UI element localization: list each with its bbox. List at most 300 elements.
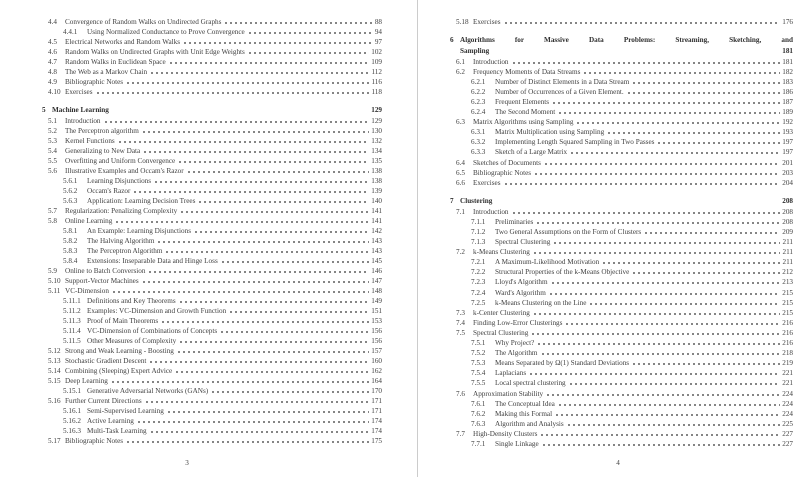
toc-entry xyxy=(450,247,793,257)
entry-number: 6.2.3 xyxy=(471,97,486,106)
toc-entry xyxy=(450,368,793,378)
dot-leader xyxy=(105,121,370,123)
entry-number: 6.5 xyxy=(456,168,465,177)
dot-leader xyxy=(249,52,369,54)
dot-leader xyxy=(633,82,780,84)
entry-number: 7.7 xyxy=(456,429,465,438)
entry-title: Two General Assumptions on the Form of Clusters xyxy=(495,228,642,236)
dot-leader xyxy=(178,351,369,353)
dot-leader xyxy=(633,363,780,365)
entry-title: k-Means Clustering on the Line xyxy=(495,298,587,307)
entry-number: 7.5.5 xyxy=(471,379,486,388)
dot-leader xyxy=(199,201,369,203)
entry-number: 7.6 xyxy=(456,389,465,398)
entry-title: Ward's Algorithm xyxy=(495,288,546,297)
toc-entry xyxy=(450,308,793,318)
dot-leader xyxy=(608,132,780,134)
toc-entry xyxy=(450,409,793,419)
entry-page: 109 xyxy=(371,57,382,66)
dot-leader xyxy=(530,373,780,375)
entry-title: Further Current Directions xyxy=(65,396,142,405)
entry-title: Random Walks in Euclidean Space xyxy=(65,57,166,66)
entry-title: Semi-Supervised Learning xyxy=(87,406,164,415)
dot-leader xyxy=(97,92,370,94)
entry-page: 224 xyxy=(782,389,793,398)
entry-page: 94 xyxy=(374,27,382,36)
dot-leader xyxy=(176,371,369,373)
entry-page: 208 xyxy=(782,217,793,226)
dot-leader xyxy=(505,183,781,185)
entry-title: Examples: VC-Dimension and Growth Function xyxy=(87,306,227,315)
dot-leader xyxy=(116,221,369,223)
entry-number: 7.2 xyxy=(456,248,465,257)
entry-title: The Halving Algorithm xyxy=(87,236,155,245)
entry-title: An Example: Learning Disjunctions xyxy=(87,226,191,235)
dot-leader xyxy=(552,282,781,284)
entry-number: 5.15.1 xyxy=(63,386,81,395)
entry-title: Sketches of Documents xyxy=(473,158,541,167)
toc-entry xyxy=(450,328,793,338)
toc-list-left xyxy=(42,17,382,446)
entry-number: 5.6 xyxy=(48,166,57,175)
entry-page: 215 xyxy=(782,298,793,307)
toc-entry xyxy=(42,336,382,346)
toc-entry xyxy=(450,419,793,429)
dot-leader xyxy=(556,414,780,416)
toc-entry xyxy=(42,57,382,67)
entry-number: 7.6.1 xyxy=(471,399,486,408)
entry-title: Overfitting and Uniform Convergence xyxy=(65,156,176,165)
toc-entry xyxy=(450,267,793,277)
entry-page: 118 xyxy=(371,87,382,96)
entry-title: Random Walks on Undirected Graphs with Unit Edge Weights xyxy=(65,47,245,56)
entry-title: Extensions: Inseparable Data and Hinge Loss xyxy=(87,256,218,265)
entry-number: 7.1.3 xyxy=(471,238,486,247)
dot-leader xyxy=(658,142,780,144)
entry-title: Making this Formal xyxy=(495,409,553,418)
entry-number: 5.17 xyxy=(48,436,61,445)
entry-number: 5.16.3 xyxy=(63,426,81,435)
entry-title: Frequency Moments of Data Streams xyxy=(473,67,581,76)
entry-number: 4.10 xyxy=(48,87,61,96)
dot-leader xyxy=(149,271,369,273)
entry-number: 7.3 xyxy=(456,308,465,317)
entry-page: 156 xyxy=(371,336,382,345)
entry-number: 5.7 xyxy=(48,206,57,215)
toc-entry xyxy=(450,288,793,298)
entry-number: 6.2.1 xyxy=(471,77,486,86)
entry-title: Why Project? xyxy=(495,339,535,348)
toc-entry xyxy=(450,237,793,247)
entry-page: 197 xyxy=(782,138,793,147)
toc-entry xyxy=(42,366,382,376)
dot-leader xyxy=(559,112,780,114)
dot-leader xyxy=(577,122,780,124)
entry-number: 5.11.1 xyxy=(63,296,81,305)
toc-page-right xyxy=(450,0,793,477)
dot-leader xyxy=(168,411,369,413)
dot-leader xyxy=(134,191,369,193)
entry-title: k-Means Clustering xyxy=(473,248,530,257)
entry-title: Active Learning xyxy=(87,416,134,425)
entry-page: 112 xyxy=(371,67,382,76)
entry-page: 146 xyxy=(371,266,382,275)
entry-number: 5.6.3 xyxy=(63,196,78,205)
entry-number: 5.11.5 xyxy=(63,336,81,345)
dot-leader xyxy=(143,131,369,133)
entry-page: 174 xyxy=(371,416,382,425)
entry-number: 6.4 xyxy=(456,158,465,167)
dot-leader xyxy=(112,381,369,383)
entry-number: 7.5.2 xyxy=(471,349,486,358)
toc-entry xyxy=(42,27,382,37)
entry-page: 174 xyxy=(371,426,382,435)
toc-entry xyxy=(450,147,793,157)
entry-number: 5.10 xyxy=(48,276,61,285)
entry-title: Algorithm and Analysis xyxy=(495,419,564,428)
dot-leader xyxy=(603,262,780,264)
dot-leader xyxy=(645,232,780,234)
entry-number: 4.4.1 xyxy=(63,27,78,36)
entry-number: 7.5.1 xyxy=(471,339,486,348)
entry-title: Sketch of a Large Matrix xyxy=(495,148,568,157)
toc-entry xyxy=(450,57,793,67)
toc-entry xyxy=(42,47,382,57)
entry-page: 130 xyxy=(371,126,382,135)
dot-leader xyxy=(590,303,780,305)
entry-number: 7.2.5 xyxy=(471,298,486,307)
dot-leader xyxy=(535,173,780,175)
toc-entry xyxy=(42,246,382,256)
dot-leader xyxy=(181,211,369,213)
toc-entry xyxy=(42,346,382,356)
entry-number: 5.13 xyxy=(48,356,61,365)
entry-page: 141 xyxy=(371,206,382,215)
toc-entry xyxy=(450,87,793,97)
entry-title: Support-Vector Machines xyxy=(65,276,139,285)
entry-page: 216 xyxy=(782,318,793,327)
entry-number: 4.8 xyxy=(48,67,57,76)
dot-leader xyxy=(151,431,370,433)
toc-entry xyxy=(42,386,382,396)
entry-number: 7.2.2 xyxy=(471,268,486,277)
page-divider xyxy=(417,0,418,477)
toc-page-left xyxy=(42,0,382,477)
entry-page: 215 xyxy=(782,308,793,317)
entry-number: 6.3.2 xyxy=(471,138,486,147)
toc-entry xyxy=(450,107,793,117)
entry-page: 171 xyxy=(371,396,382,405)
entry-title: Local spectral clustering xyxy=(495,379,566,388)
toc-entry xyxy=(42,236,382,246)
entry-page: 134 xyxy=(371,146,382,155)
entry-page: 186 xyxy=(782,87,793,96)
toc-entry xyxy=(450,389,793,399)
entry-number: 5.4 xyxy=(48,146,57,155)
entry-page: 129 xyxy=(371,105,382,114)
entry-number: 5.8.4 xyxy=(63,256,78,265)
entry-title: Clustering xyxy=(460,196,493,205)
entry-title: Convergence of Random Walks on Undirected Graphs xyxy=(65,17,222,26)
entry-title: Illustrative Examples and Occam's Razor xyxy=(65,166,184,175)
entry-number: 5.8 xyxy=(48,216,57,225)
entry-page: 204 xyxy=(782,178,793,187)
dot-leader xyxy=(146,401,370,403)
entry-title: k-Center Clustering xyxy=(473,308,530,317)
entry-number: 5.8.1 xyxy=(63,226,78,235)
dot-leader xyxy=(170,62,370,64)
toc-entry xyxy=(450,378,793,388)
entry-number: 5.16.1 xyxy=(63,406,81,415)
entry-page: 221 xyxy=(782,379,793,388)
dot-leader xyxy=(554,242,780,244)
entry-title: Means Separated by Ω(1) Standard Deviations xyxy=(495,359,630,368)
entry-number: 6.1 xyxy=(456,57,465,66)
dot-leader xyxy=(127,82,369,84)
entry-number: 7.5.3 xyxy=(471,359,486,368)
entry-title: A Maximum-Likelihood Motivation xyxy=(495,258,600,267)
entry-number: 6 xyxy=(450,35,454,44)
toc-entry xyxy=(42,67,382,77)
entry-page: 211 xyxy=(782,238,793,247)
entry-title: Occam's Razor xyxy=(87,186,131,195)
entry-page: 192 xyxy=(782,118,793,127)
dot-leader xyxy=(543,444,781,446)
entry-number: 6.3.1 xyxy=(471,128,486,137)
entry-number: 5.8.3 xyxy=(63,246,78,255)
entry-title: Laplacians xyxy=(495,369,527,378)
dot-leader xyxy=(570,383,781,385)
toc-entry xyxy=(450,35,793,46)
entry-number: 7 xyxy=(450,196,454,205)
dot-leader xyxy=(221,331,369,333)
toc-entry xyxy=(450,97,793,107)
toc-entry xyxy=(450,227,793,237)
entry-number: 5.15 xyxy=(48,376,61,385)
entry-title: Sampling xyxy=(460,46,490,55)
entry-number: 7.5 xyxy=(456,328,465,337)
entry-title: Matrix Multiplication using Sampling xyxy=(495,128,605,137)
toc-entry xyxy=(450,137,793,147)
entry-title: Bibliographic Notes xyxy=(65,436,124,445)
entry-number: 7.2.1 xyxy=(471,258,486,267)
entry-page: 116 xyxy=(371,77,382,86)
dot-leader xyxy=(584,72,780,74)
dot-leader xyxy=(162,321,369,323)
entry-title: VC-Dimension of Combinations of Concepts xyxy=(87,326,218,335)
dot-leader xyxy=(537,222,780,224)
entry-number: 6.3 xyxy=(456,118,465,127)
entry-title: Online to Batch Conversion xyxy=(65,266,146,275)
entry-title: Exercises xyxy=(473,17,501,26)
entry-title: Using Normalized Conductance to Prove Convergence xyxy=(87,27,245,36)
entry-title: Spectral Clustering xyxy=(473,328,529,337)
entry-number: 5.12 xyxy=(48,346,61,355)
entry-number: 7.6.3 xyxy=(471,419,486,428)
dot-leader xyxy=(249,32,373,34)
toc-entry xyxy=(450,46,793,57)
dot-leader xyxy=(166,251,369,253)
entry-title: Bibliographic Notes xyxy=(473,168,532,177)
toc-entry xyxy=(450,439,793,449)
entry-number: 5.11.4 xyxy=(63,326,81,335)
dot-leader xyxy=(113,291,369,293)
entry-page: 171 xyxy=(371,406,382,415)
entry-page: 140 xyxy=(371,196,382,205)
entry-title: Multi-Task Learning xyxy=(87,426,147,435)
entry-page: 147 xyxy=(371,276,382,285)
entry-title: Stochastic Gradient Descent xyxy=(65,356,147,365)
entry-title: Kernel Functions xyxy=(65,136,115,145)
toc-entry xyxy=(450,318,793,328)
entry-page: 170 xyxy=(371,386,382,395)
entry-number: 5.8.2 xyxy=(63,236,78,245)
entry-page: 164 xyxy=(371,376,382,385)
toc-entry xyxy=(42,426,382,436)
dot-leader xyxy=(628,92,780,94)
dot-leader xyxy=(541,434,780,436)
entry-page: 162 xyxy=(371,366,382,375)
entry-number: 5.6.1 xyxy=(63,176,78,185)
dot-leader xyxy=(559,404,780,406)
entry-number: 7.2.4 xyxy=(471,288,486,297)
toc-entry xyxy=(450,277,793,287)
dot-leader xyxy=(547,394,780,396)
toc-entry xyxy=(42,256,382,266)
entry-title: The Perceptron Algorithm xyxy=(87,246,163,255)
toc-entry xyxy=(450,158,793,168)
entry-page: 156 xyxy=(371,326,382,335)
entry-page: 160 xyxy=(371,356,382,365)
entry-number: 6.6 xyxy=(456,178,465,187)
dot-leader xyxy=(222,261,369,263)
entry-title: Structural Properties of the k-Means Objective xyxy=(495,268,630,277)
entry-number: 6.2 xyxy=(456,67,465,76)
dot-leader xyxy=(568,424,781,426)
entry-title: Frequent Elements xyxy=(495,97,550,106)
toc-entry xyxy=(450,168,793,178)
entry-title: Deep Learning xyxy=(65,376,108,385)
entry-page: 138 xyxy=(371,166,382,175)
entry-number: 5.18 xyxy=(456,17,469,26)
dot-leader xyxy=(534,313,780,315)
entry-title: Single Linkage xyxy=(495,439,539,448)
entry-page: 135 xyxy=(371,156,382,165)
entry-page: 187 xyxy=(782,97,793,106)
dot-leader xyxy=(127,441,369,443)
entry-title: Lloyd's Algorithm xyxy=(495,278,548,287)
toc-entry xyxy=(42,116,382,126)
toc-entry xyxy=(42,416,382,426)
entry-number: 5.16.2 xyxy=(63,416,81,425)
entry-number: 5.16 xyxy=(48,396,61,405)
entry-number: 7.1.2 xyxy=(471,228,486,236)
entry-title: The Algorithm xyxy=(495,349,538,358)
entry-number: 4.6 xyxy=(48,47,57,56)
dot-leader xyxy=(150,361,369,363)
toc-entry xyxy=(450,338,793,348)
entry-page: 181 xyxy=(782,57,793,66)
dot-leader xyxy=(188,171,370,173)
entry-page: 148 xyxy=(371,286,382,295)
toc-entry xyxy=(42,176,382,186)
toc-entry xyxy=(42,146,382,156)
toc-entry xyxy=(42,406,382,416)
entry-number: 5 xyxy=(42,105,46,114)
entry-number: 7.2.3 xyxy=(471,278,486,287)
entry-page: 201 xyxy=(782,158,793,167)
entry-page: 211 xyxy=(782,248,793,257)
toc-entry xyxy=(450,257,793,267)
entry-number: 4.9 xyxy=(48,77,57,86)
entry-title: Online Learning xyxy=(65,216,113,225)
toc-entry xyxy=(450,217,793,227)
entry-title: Definitions and Key Theorems xyxy=(87,296,176,305)
entry-title: Preliminaries xyxy=(495,217,534,226)
entry-page: 225 xyxy=(782,419,793,428)
entry-page: 129 xyxy=(371,116,382,125)
entry-title: Strong and Weak Learning - Boosting xyxy=(65,346,174,355)
toc-entry xyxy=(42,216,382,226)
toc-entry xyxy=(450,178,793,188)
entry-page: 88 xyxy=(374,17,382,26)
entry-page: 176 xyxy=(782,17,793,26)
toc-entry xyxy=(42,186,382,196)
entry-page: 221 xyxy=(782,369,793,378)
entry-page: 209 xyxy=(782,228,793,236)
entry-page: 208 xyxy=(782,196,793,205)
toc-entry xyxy=(42,356,382,366)
toc-entry xyxy=(42,156,382,166)
entry-number: 4.4 xyxy=(48,17,57,26)
entry-number: 5.3 xyxy=(48,136,57,145)
entry-number: 5.11.3 xyxy=(63,316,81,325)
entry-title: Number of Distinct Elements in a Data Stream xyxy=(495,77,630,86)
dot-leader xyxy=(505,22,781,24)
entry-page: 157 xyxy=(371,346,382,355)
dot-leader xyxy=(538,343,780,345)
dot-leader xyxy=(179,161,369,163)
entry-page: 215 xyxy=(782,288,793,297)
toc-entry xyxy=(42,206,382,216)
entry-title: Algorithms for Massive Data Problems: Streaming, Sketching, and xyxy=(460,35,793,44)
dot-leader xyxy=(534,252,781,254)
entry-page: 141 xyxy=(371,216,382,225)
entry-page: 208 xyxy=(782,207,793,216)
entry-page: 143 xyxy=(371,236,382,245)
entry-page: 97 xyxy=(374,37,382,46)
dot-leader xyxy=(151,72,369,74)
page-number-right: 4 xyxy=(616,459,620,467)
toc-entry xyxy=(42,136,382,146)
toc-entry xyxy=(42,276,382,286)
entry-page: 149 xyxy=(371,296,382,305)
toc-entry xyxy=(42,17,382,27)
entry-number: 5.14 xyxy=(48,366,61,375)
entry-title: The Conceptual Idea xyxy=(495,399,555,408)
dot-leader xyxy=(513,212,781,214)
entry-title: Application: Learning Decision Trees xyxy=(87,196,196,205)
entry-number: 5.11.2 xyxy=(63,306,81,315)
toc-entry xyxy=(42,286,382,296)
entry-number: 6.2.2 xyxy=(471,87,486,96)
entry-page: 102 xyxy=(371,47,382,56)
entry-page: 224 xyxy=(782,399,793,408)
dot-leader xyxy=(119,141,370,143)
entry-page: 138 xyxy=(371,176,382,185)
dot-leader xyxy=(542,353,781,355)
entry-title: Proof of Main Theorems xyxy=(87,316,159,325)
